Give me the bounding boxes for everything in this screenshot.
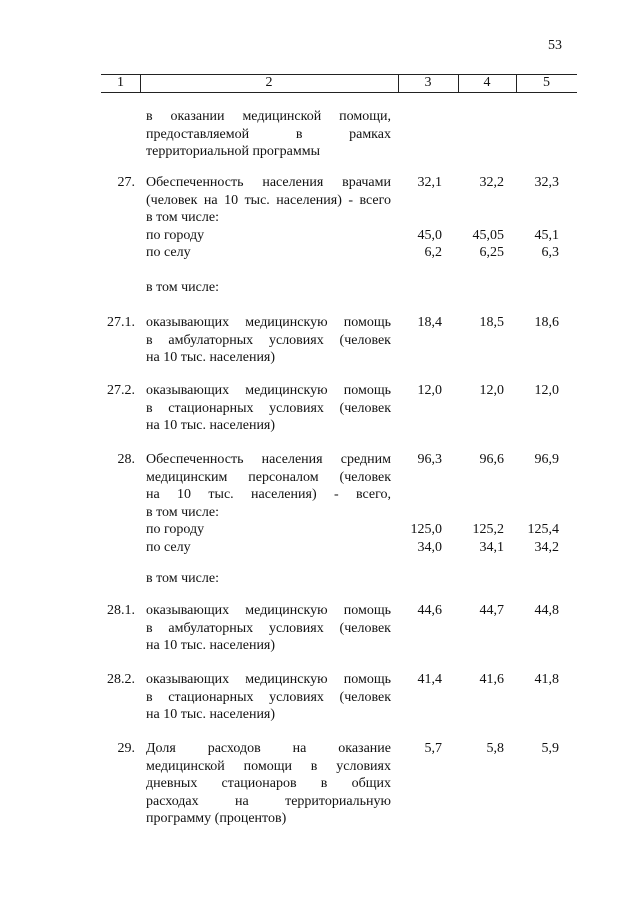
value-col-4: 44,7	[479, 603, 504, 618]
value-col-4: 18,5	[479, 315, 504, 330]
value-col-5: 96,9	[534, 452, 559, 467]
row-number: 28.2.	[107, 672, 135, 687]
description-line: оказывающих медицинскую помощь	[146, 383, 391, 398]
value-col-5: 18,6	[534, 315, 559, 330]
description-line: территориальной программы	[146, 144, 321, 159]
description-line: в том числе:	[146, 571, 219, 586]
value-col-5: 6,3	[541, 245, 559, 260]
value-col-5: 34,2	[534, 540, 559, 555]
row-description	[146, 174, 391, 227]
row-description	[146, 570, 391, 588]
value-col-3: 96,3	[417, 452, 442, 467]
value-col-3: 34,0	[417, 540, 442, 555]
description-line: Доля расходов на оказание	[146, 741, 391, 756]
description-line: по селу	[146, 540, 191, 555]
row-description	[146, 244, 391, 262]
row-number: 28.1.	[107, 603, 135, 618]
row-description	[146, 740, 391, 828]
description-line: на 10 тыс. населения)	[146, 707, 276, 722]
row-description	[146, 227, 391, 245]
row-number: 27.	[117, 175, 135, 190]
value-col-3: 18,4	[417, 315, 442, 330]
row-description	[146, 602, 391, 655]
description-line: предоставляемой в рамках	[146, 126, 391, 142]
description-line: в стационарных условиях (человек	[146, 689, 391, 705]
row-number: 28.	[117, 452, 135, 467]
row-description	[146, 451, 391, 521]
value-col-3: 5,7	[424, 741, 442, 756]
row-description	[146, 671, 391, 724]
header-col-3: 3	[424, 75, 432, 90]
value-col-5: 12,0	[534, 383, 559, 398]
description-line: на 10 тыс. населения) - всего,	[146, 487, 391, 502]
description-line: медицинской помощи в условиях	[146, 758, 391, 774]
description-line: в оказании медицинской помощи,	[146, 109, 391, 124]
value-col-3: 45,0	[417, 228, 442, 243]
value-col-3: 12,0	[417, 383, 442, 398]
value-col-4: 5,8	[486, 741, 504, 756]
description-line: на 10 тыс. населения)	[146, 638, 276, 653]
description-line: по городу	[146, 228, 205, 243]
value-col-5: 45,1	[534, 228, 559, 243]
row-number: 27.2.	[107, 383, 135, 398]
description-line: в том числе:	[146, 210, 219, 225]
description-line: оказывающих медицинскую помощь	[146, 603, 391, 618]
row-description	[146, 108, 391, 161]
description-line: на 10 тыс. населения)	[146, 350, 276, 365]
value-col-3: 32,1	[417, 175, 442, 190]
description-line: дневных стационаров в общих	[146, 776, 391, 791]
value-col-4: 45,05	[472, 228, 504, 243]
value-col-4: 96,6	[479, 452, 504, 467]
description-line: на 10 тыс. населения)	[146, 418, 276, 433]
value-col-5: 5,9	[541, 741, 559, 756]
header-bottom-rule	[101, 92, 577, 93]
page-number: 53	[548, 38, 562, 53]
description-line: оказывающих медицинскую помощь	[146, 672, 391, 687]
description-line: в том числе:	[146, 280, 219, 295]
value-col-4: 41,6	[479, 672, 504, 687]
value-col-4: 34,1	[479, 540, 504, 555]
header-col-5: 5	[543, 75, 550, 90]
row-description	[146, 539, 391, 557]
description-line: Обеспеченность населения средним	[146, 452, 391, 467]
value-col-5: 44,8	[534, 603, 559, 618]
row-description	[146, 521, 391, 539]
value-col-3: 41,4	[417, 672, 442, 687]
row-description	[146, 314, 391, 367]
description-line: медицинским персоналом (человек	[146, 469, 391, 485]
value-col-5: 32,3	[534, 175, 559, 190]
value-col-5: 41,8	[534, 672, 559, 687]
description-line: по селу	[146, 245, 191, 260]
header-col-1: 1	[117, 75, 124, 90]
row-number: 27.1.	[107, 315, 135, 330]
row-number: 29.	[117, 741, 135, 756]
description-line: расходах на территориальную	[146, 793, 391, 809]
description-line: оказывающих медицинскую помощь	[146, 315, 391, 330]
description-line: Обеспеченность населения врачами	[146, 175, 391, 190]
row-description	[146, 382, 391, 435]
value-col-5: 125,4	[527, 522, 559, 537]
description-line: в стационарных условиях (человек	[146, 400, 391, 416]
description-line: в том числе:	[146, 504, 219, 520]
description-line: программу (процентов)	[146, 811, 287, 826]
header-col-4: 4	[483, 75, 491, 90]
description-line: в амбулаторных условиях (человек	[146, 332, 391, 348]
value-col-3: 44,6	[417, 603, 442, 618]
value-col-4: 125,2	[472, 522, 504, 537]
description-line: в амбулаторных условиях (человек	[146, 620, 391, 636]
value-col-4: 12,0	[479, 383, 504, 398]
header-col-2: 2	[265, 75, 273, 90]
row-description	[146, 279, 391, 297]
description-line: по городу	[146, 522, 205, 537]
value-col-3: 125,0	[410, 522, 442, 537]
description-line: (человек на 10 тыс. населения) - всего	[146, 192, 391, 208]
value-col-3: 6,2	[424, 245, 442, 260]
value-col-4: 6,25	[479, 245, 504, 260]
value-col-4: 32,2	[479, 175, 504, 190]
